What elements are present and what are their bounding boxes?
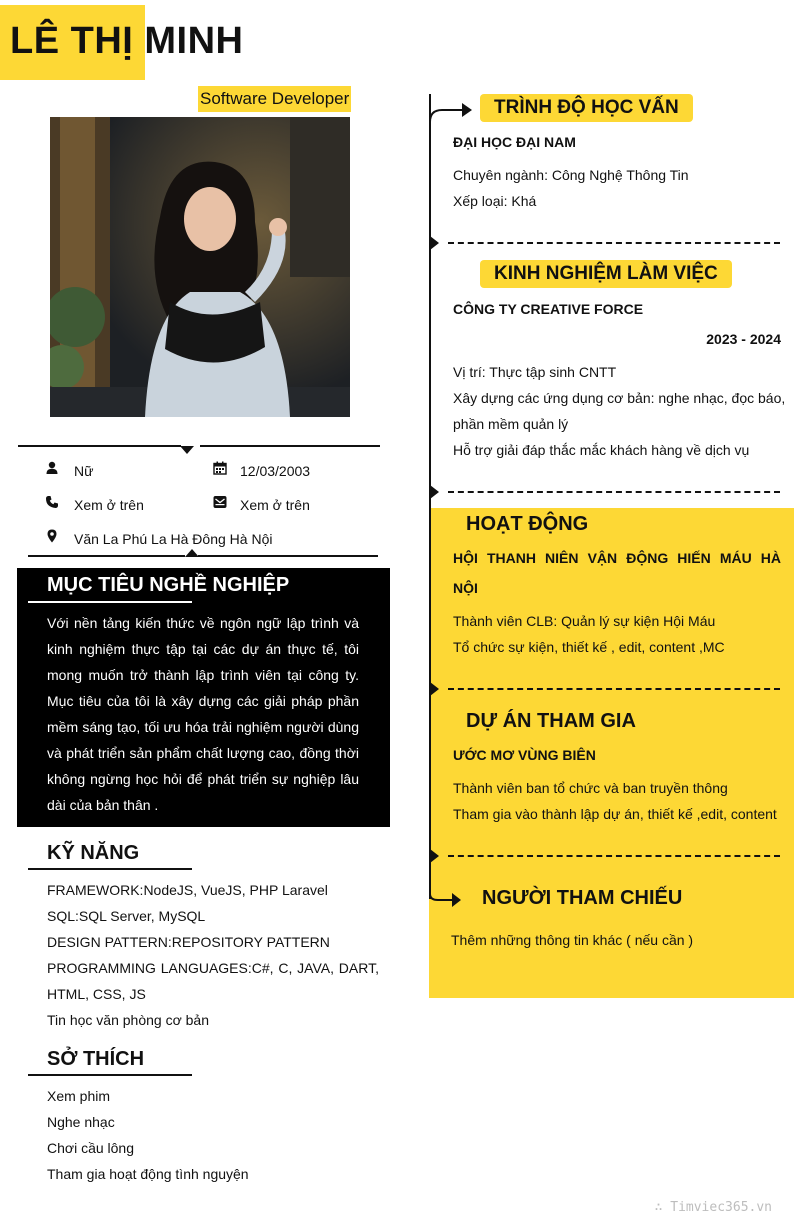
project-role: Thành viên ban tổ chức và ban truyền thông [453, 780, 728, 796]
timeline-marker [430, 485, 439, 499]
divider-marker [180, 446, 194, 454]
experience-period: 2023 - 2024 [706, 331, 781, 347]
profile-photo [50, 117, 350, 417]
job-title: Software Developer [198, 86, 351, 112]
brand-name: Timviec365.vn [670, 1200, 772, 1215]
hobby-item: Xem phim [47, 1088, 111, 1104]
hobbies-title: SỞ THÍCH [47, 1048, 145, 1070]
skill-item: PROGRAMMING LANGUAGES:C#, C, JAVA, DART, [47, 960, 379, 976]
activity-desc: Tổ chức sự kiện, thiết kế , edit, content ,MC [453, 639, 725, 655]
activity-role: Thành viên CLB: Quản lý sự kiện Hội Máu [453, 613, 716, 629]
arrow-right-icon [428, 98, 474, 124]
experience-desc: phần mềm quản lý [453, 416, 569, 432]
experience-position: Vị trí: Thực tập sinh CNTT [453, 364, 617, 380]
education-title: TRÌNH ĐỘ HỌC VẤN [480, 94, 693, 122]
section-divider [448, 855, 780, 857]
user-icon [45, 461, 59, 475]
experience-desc: Hỗ trợ giải đáp thắc mắc khách hàng về dịch vụ [453, 442, 750, 458]
divider-line [28, 555, 185, 557]
portrait-photo-icon [50, 117, 350, 417]
skill-item: DESIGN PATTERN:REPOSITORY PATTERN [47, 934, 330, 950]
title-underline [28, 868, 192, 870]
skill-item: SQL:SQL Server, MySQL [47, 908, 206, 924]
candidate-name: LÊ THỊ MINH [10, 20, 244, 62]
section-divider [448, 242, 780, 244]
timeline-marker [430, 236, 439, 250]
phone-icon [45, 495, 59, 509]
footer-brand [655, 1200, 772, 1215]
experience-desc: Xây dựng các ứng dụng cơ bản: nghe nhạc, đọc báo, [453, 390, 786, 406]
brand-logo-icon: ∴ [654, 1200, 671, 1215]
calendar-icon [213, 461, 227, 475]
project-name: ƯỚC MƠ VÙNG BIÊN [453, 747, 596, 763]
objective-text: Với nền tảng kiến thức về ngôn ngữ lập trình và kinh nghiệm thực tập tại các dự án thực tế, tôi mong muốn trở thành lập trình viên tại công ty. Mục tiêu của tôi là xây dựng các giải pháp phần mềm sáng tạo, tối ưu hóa trải nghiệm người dùng và phát triển sản phẩm chất lượng cao, đồng thời không ngừng học hỏi để phát triển sự nghiệp lâu dài của bản thân . [47, 615, 359, 813]
hobby-item: Chơi cầu lông [47, 1140, 135, 1156]
divider-marker [185, 549, 199, 557]
birthdate-value: 12/03/2003 [240, 463, 311, 479]
timeline-marker [430, 849, 439, 863]
section-divider [448, 491, 780, 493]
activity-organization: HỘI THANH NIÊN VẬN ĐỘNG HIẾN MÁU HÀ [453, 550, 781, 566]
email-icon [213, 495, 227, 509]
skill-item: Tin học văn phòng cơ bản [47, 1012, 209, 1028]
activity-organization: NỘI [453, 580, 478, 596]
location-icon [45, 529, 59, 543]
experience-title: KINH NGHIỆM LÀM VIỆC [480, 260, 732, 288]
arrow-right-icon [428, 876, 464, 912]
divider-line [18, 445, 181, 447]
divider-line [198, 555, 378, 557]
education-rank: Xếp loại: Khá [453, 193, 537, 209]
title-underline [28, 1074, 192, 1076]
skill-item: FRAMEWORK:NodeJS, VueJS, PHP Laravel [47, 882, 328, 898]
section-divider [448, 688, 780, 690]
skill-item: HTML, CSS, JS [47, 986, 146, 1002]
activities-title: HOẠT ĐỘNG [466, 513, 589, 535]
address-value: Văn La Phú La Hà Đông Hà Nội [74, 531, 273, 547]
references-text: Thêm những thông tin khác ( nếu cần ) [451, 932, 694, 948]
timeline-marker [430, 682, 439, 696]
gender-value: Nữ [74, 463, 94, 479]
title-underline [28, 601, 192, 603]
email-value: Xem ở trên [240, 497, 310, 513]
project-desc: Tham gia vào thành lập dự án, thiết kế ,edit, content [453, 806, 777, 822]
company-name: CÔNG TY CREATIVE FORCE [453, 301, 644, 317]
objective-title: MỤC TIÊU NGHỀ NGHIỆP [47, 574, 290, 596]
hobby-item: Nghe nhạc [47, 1114, 115, 1130]
references-title: NGƯỜI THAM CHIẾU [482, 887, 683, 909]
projects-title: DỰ ÁN THAM GIA [466, 710, 636, 732]
education-major: Chuyên ngành: Công Nghệ Thông Tin [453, 167, 689, 183]
phone-value: Xem ở trên [74, 497, 144, 513]
school-name: ĐẠI HỌC ĐẠI NAM [453, 134, 576, 150]
skills-title: KỸ NĂNG [47, 842, 140, 864]
divider-line [200, 445, 380, 447]
hobby-item: Tham gia hoạt động tình nguyện [47, 1166, 249, 1182]
